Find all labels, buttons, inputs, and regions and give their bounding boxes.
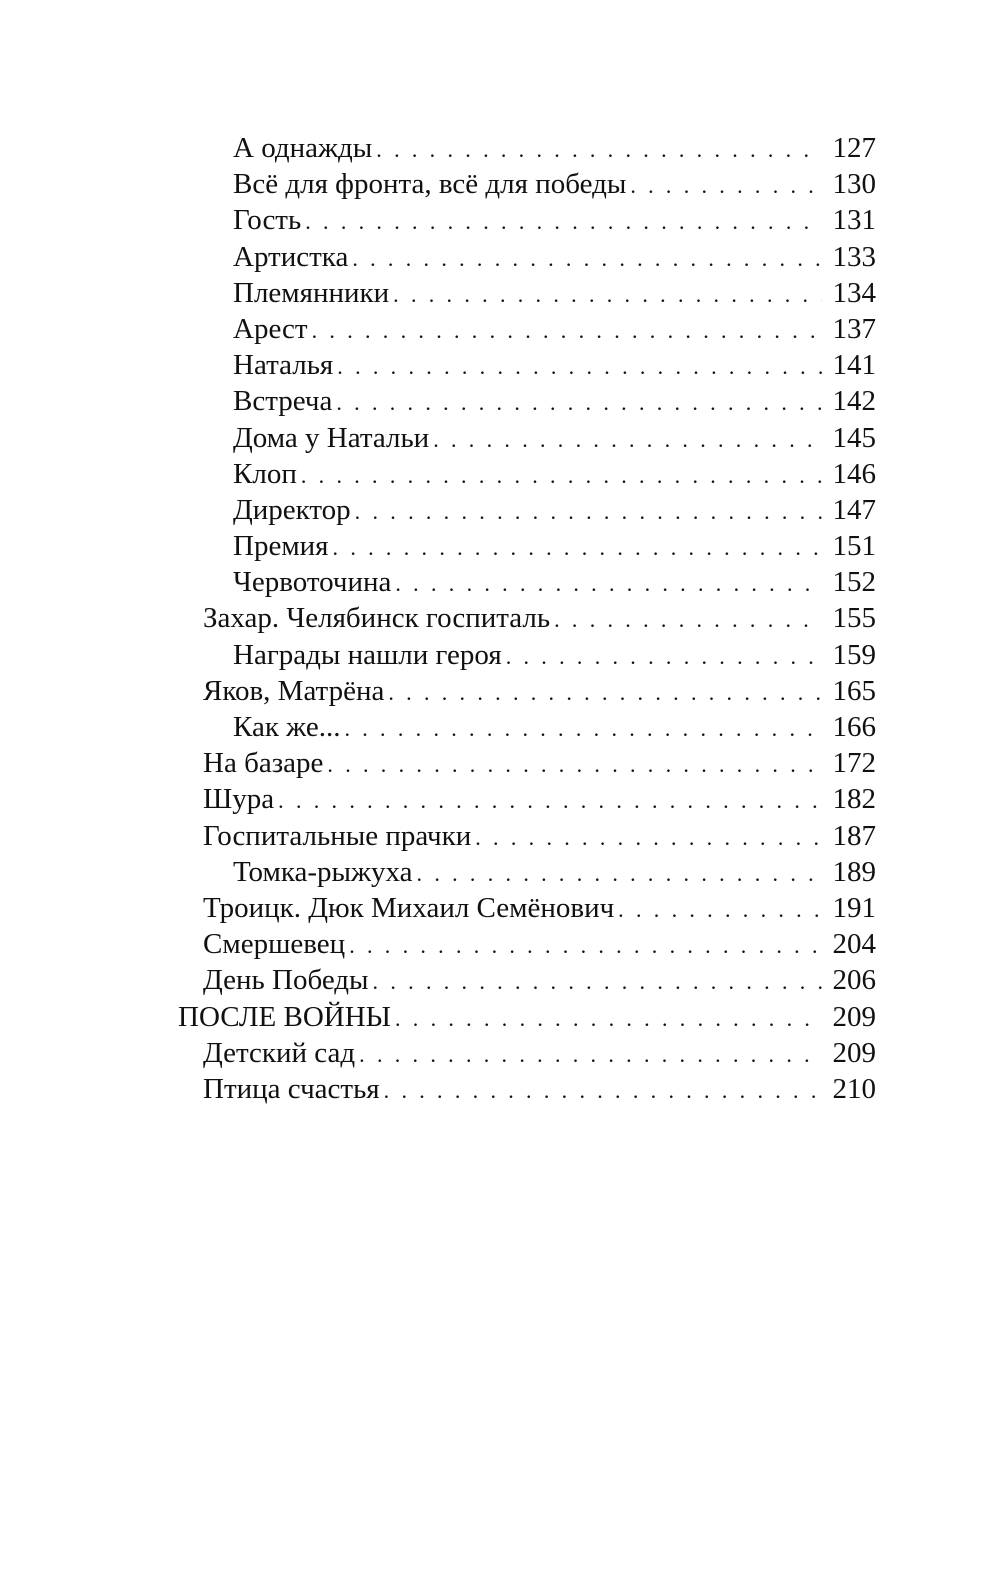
- toc-entry-title: Смершевец: [203, 928, 346, 961]
- toc-entry: [0, 926, 1000, 962]
- dot-leader: [344, 711, 822, 747]
- toc-entry: [0, 962, 1000, 998]
- toc-entry-page-number: 182: [832, 783, 876, 816]
- toc-entry: [0, 745, 1000, 781]
- toc-entry: [0, 600, 1000, 636]
- toc-entry: [0, 275, 1000, 311]
- toc-entry-title: ПОСЛЕ ВОЙНЫ: [178, 1000, 391, 1033]
- toc-entry-page-number: 165: [832, 674, 876, 707]
- toc-entry-page-number: 134: [832, 276, 876, 309]
- dot-leader: [278, 783, 822, 819]
- toc-entry-page-number: 142: [832, 385, 876, 418]
- toc-entry: [0, 818, 1000, 854]
- toc-entry-title: Артистка: [233, 240, 349, 273]
- toc-entry: [0, 239, 1000, 275]
- dot-leader: [355, 494, 822, 530]
- toc-entry-page-number: 131: [832, 204, 876, 237]
- toc-entry-title: Детский сад: [203, 1036, 356, 1069]
- toc-entry-page-number: 166: [832, 711, 876, 743]
- toc-entry: [0, 311, 1000, 347]
- toc-entry-page-number: 187: [832, 819, 876, 852]
- toc-entry-page-number: 133: [832, 240, 876, 273]
- toc-entry-page-number: 151: [832, 530, 876, 563]
- toc-entry-page-number: 130: [832, 168, 876, 201]
- toc-entry-title: На базаре: [203, 747, 324, 780]
- toc-entry: [0, 383, 1000, 419]
- toc-entry: [0, 709, 1000, 745]
- toc-entry-page-number: 206: [832, 964, 876, 997]
- dot-leader: [475, 820, 822, 856]
- toc-entry-page-number: 127: [832, 132, 876, 164]
- dot-leader: [301, 458, 822, 494]
- toc-entry: [0, 528, 1000, 564]
- toc-entry-page-number: 145: [832, 421, 876, 454]
- dot-leader: [393, 277, 822, 313]
- dot-leader: [305, 204, 822, 240]
- dot-leader: [417, 856, 822, 892]
- dot-leader: [433, 422, 822, 458]
- dot-leader: [395, 1001, 822, 1037]
- dot-leader: [554, 602, 822, 638]
- toc-entry-title: Арест: [233, 312, 308, 345]
- toc-entry-title: Томка-рыжуха: [233, 855, 413, 888]
- dot-leader: [327, 747, 822, 783]
- toc-entry-page-number: 209: [832, 1000, 876, 1033]
- toc-entry-title: Госпитальные прачки: [203, 819, 472, 852]
- toc-entry-title: Клоп: [233, 457, 297, 490]
- toc-entry-page-number: 159: [832, 638, 876, 671]
- toc-entry: [0, 637, 1000, 673]
- dot-leader: [388, 675, 822, 711]
- toc-entry: [0, 1035, 1000, 1071]
- dot-leader: [506, 639, 822, 675]
- toc-entry-page-number: 141: [832, 349, 876, 382]
- toc-entry-title: Гость: [233, 204, 302, 237]
- dot-leader: [395, 566, 822, 602]
- toc-entry-page-number: 152: [832, 566, 876, 599]
- dot-leader: [359, 1037, 822, 1073]
- toc-entry: [0, 130, 1000, 166]
- toc-entry-page-number: 204: [832, 928, 876, 961]
- toc-entry: [0, 1071, 1000, 1107]
- toc-entry-title: А однажды: [233, 132, 373, 164]
- toc-entry-page-number: 155: [832, 602, 876, 635]
- toc-entry-title: Птица счастья: [203, 1072, 380, 1105]
- toc-entry-page-number: 172: [832, 747, 876, 780]
- dot-leader: [349, 928, 822, 964]
- dot-leader: [337, 349, 822, 385]
- toc-entry: [0, 854, 1000, 890]
- toc-entry-title: Троицк. Дюк Михаил Семёнович: [203, 891, 615, 924]
- toc-entry: [0, 456, 1000, 492]
- dot-leader: [333, 530, 822, 566]
- dot-leader: [384, 1073, 822, 1109]
- toc-entry-page-number: 137: [832, 312, 876, 345]
- toc-entry: [0, 166, 1000, 202]
- dot-leader: [373, 964, 822, 1000]
- toc-entry: [0, 999, 1000, 1035]
- toc-entry-title: Встреча: [233, 385, 333, 418]
- toc-entry-title: Директор: [233, 493, 351, 526]
- toc-entry-title: Яков, Матрёна: [203, 674, 385, 707]
- dot-leader: [352, 241, 822, 277]
- toc-entry-title: Шура: [203, 783, 275, 816]
- dot-leader: [312, 313, 822, 349]
- toc-entry: [0, 781, 1000, 817]
- toc-entry-title: Всё для фронта, всё для победы: [233, 168, 627, 201]
- dot-leader: [336, 385, 822, 421]
- toc-entry: [0, 420, 1000, 456]
- toc-entry-page-number: 209: [832, 1036, 876, 1069]
- toc-entry-title: Награды нашли героя: [233, 638, 502, 671]
- toc-entry-title: Племянники: [233, 276, 390, 309]
- toc-entry-page-number: 210: [832, 1072, 876, 1105]
- toc-entry-title: Захар. Челябинск госпиталь: [203, 602, 551, 635]
- toc-entry-page-number: 147: [832, 493, 876, 526]
- toc-entry-title: Дома у Натальи: [233, 421, 430, 454]
- toc-entry-page-number: 191: [832, 891, 876, 924]
- toc-entry: [0, 890, 1000, 926]
- toc-entry: [0, 492, 1000, 528]
- toc-entry: [0, 347, 1000, 383]
- toc-entry-title: Наталья: [233, 349, 334, 382]
- toc-entry: [0, 564, 1000, 600]
- toc-entry: [0, 202, 1000, 238]
- dot-leader: [376, 132, 822, 168]
- toc-entry-title: Как же...: [233, 711, 341, 743]
- dot-leader: [618, 892, 822, 928]
- toc-entry-page-number: 146: [832, 457, 876, 490]
- toc-entry-page-number: 189: [832, 855, 876, 888]
- toc-entry-title: Премия: [233, 530, 329, 563]
- table-of-contents: [0, 130, 1000, 1107]
- toc-entry-title: Червоточина: [233, 566, 392, 599]
- toc-entry: [0, 673, 1000, 709]
- dot-leader: [630, 168, 822, 204]
- toc-entry-title: День Победы: [203, 964, 369, 997]
